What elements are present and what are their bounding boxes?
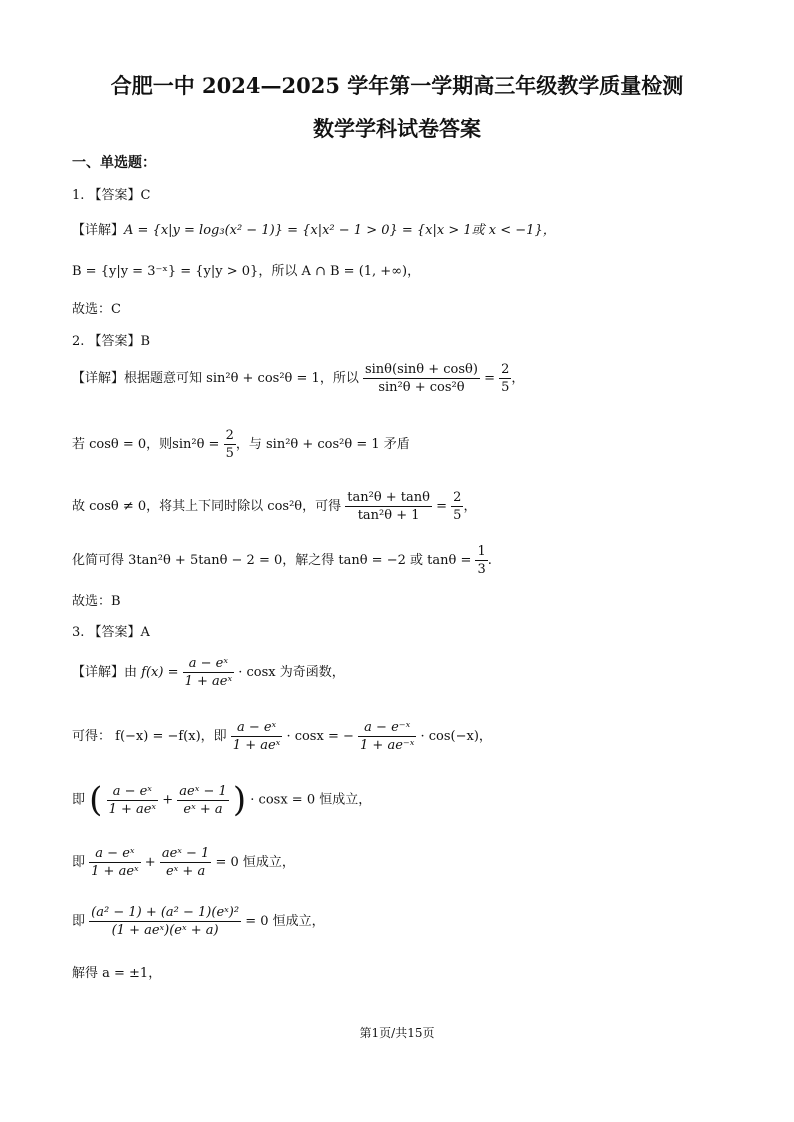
q3-s3-tail: = 0 恒成立， [215,855,295,870]
q2-detail-prefix: 【详解】根据题意可知 [72,371,203,386]
q2-value-den: 5 [501,380,510,395]
q1-answer: 1. 【答案】C [72,188,151,203]
q2-tan-fraction [345,490,432,523]
q3-s2b-frac [177,784,229,817]
q2-case-mid: sin²θ = [172,437,220,452]
q2-choice: 故选：B [72,594,121,609]
q3-s3a-num: a − eˣ [89,846,141,863]
q2-tan-value-num: 2 [453,490,462,505]
q2-tail2: ， [463,499,477,514]
q3-s4-num: (a² − 1) + (a² − 1)(eˣ)² [91,905,240,920]
q1-detail-label: 【详解】 [72,223,125,238]
q2-case-num: 2 [225,428,234,443]
q3-f-den: 1 + aeˣ [184,674,233,689]
q1-detail-line1 [72,219,556,238]
q2-tan-value [451,490,463,523]
q3-step3-prefix: 即 [72,855,86,870]
q3-step4 [72,905,325,938]
q2-case-prefix: 若 cosθ = 0，则 [72,437,173,452]
q2-so: ，所以 [319,371,359,386]
q3-s1-frac [231,720,283,753]
q3-s4-tail: = 0 恒成立， [245,914,325,929]
q2-case-line [72,428,410,461]
q2-answer: 2. 【答案】B [72,334,151,349]
q2-period: . [487,553,492,568]
q3-s1-num: a − eˣ [231,720,283,737]
q2-simplify-prefix: 化简可得 3tan²θ + 5tanθ − 2 = 0，解之得 tanθ = −2 或 tanθ = [72,553,472,568]
q3-s1b-num: a − e⁻ˣ [358,720,416,737]
q1-set-a: A = {x|y = log₃(x² − 1)} = {x|x² − 1 > 0} = {x|x > 1或 x < −1}， [124,223,556,238]
q3-result: 解得 a = ±1， [72,966,162,981]
q1-choice: 故选：C [72,302,121,317]
q3-step2 [72,780,371,820]
q3-s1b-frac [358,720,416,753]
q3-s3b-den: eˣ + a [165,864,206,879]
q2-simplify-line [72,544,492,577]
q3-s4-den: (1 + aeˣ)(eˣ + a) [111,923,219,938]
q3-s2-rparen: ) [232,780,247,820]
q3-detail-line [72,656,345,689]
page-title: 合肥一中 2024—2025 学年第一学期高三年级教学质量检测 [110,73,684,98]
q3-s3-plus: + [144,855,156,870]
q3-answer: 3. 【答案】A [72,625,150,640]
q3-s2b-num: aeˣ − 1 [179,783,227,799]
q3-s2a-frac [107,784,159,817]
q3-s2b-den: eˣ + a [183,801,223,817]
q2-third-den: 3 [477,562,486,577]
q3-f-fraction [183,656,235,689]
q2-eq2: = [436,499,448,514]
q3-s1-mid: · cosx = − [286,729,354,744]
q2-detail-line1 [72,362,524,395]
q3-s1-tail: · cos(−x)， [420,729,492,744]
q3-s1b-den: 1 + ae⁻ˣ [360,738,415,753]
q2-fraction [363,362,480,395]
q2-fraction-num: sinθ(sinθ + cosθ) [364,362,478,377]
q3-f-tail: · cosx 为奇函数， [238,665,345,680]
q3-step2-prefix: 即 [72,792,86,808]
q2-divide-line [72,490,476,523]
q2-tan-num: tan²θ + tanθ [347,490,430,505]
q2-value-num: 2 [501,362,510,377]
q2-case-tail: ，与 sin²θ + cos²θ = 1 矛盾 [235,437,410,452]
q3-step1-prefix: 可得： f(−x) = −f(x)，即 [72,729,227,744]
q3-f-num: a − eˣ [183,656,235,673]
q3-s2a-num: a − eˣ [107,784,159,801]
q2-tail: ， [511,371,525,386]
q2-value [499,362,511,395]
q3-s4-frac [89,905,241,938]
q1-detail-line2: B = {y|y = 3⁻ˣ} = {y|y > 0}，所以 A ∩ B = (1, +∞)， [72,264,421,279]
q3-s1-den: 1 + aeˣ [232,738,281,753]
q2-eq: = [484,371,495,386]
page-subtitle: 数学学科试卷答案 [313,116,481,141]
q3-detail-prefix: 【详解】由 [72,665,138,680]
q2-third [475,544,487,577]
q2-case-den: 5 [225,446,234,461]
q3-s2-plus: + [162,792,174,808]
q3-s3a-den: 1 + aeˣ [91,864,139,879]
q3-fx: f(x) = [141,665,179,680]
q3-s2-tail: · cosx = 0 恒成立， [250,792,372,808]
q2-fraction-den: sin²θ + cos²θ [378,380,465,395]
q2-tan-value-den: 5 [453,508,462,523]
q3-s3b-num: aeˣ − 1 [161,846,210,861]
q3-s3b-frac [160,846,212,879]
q2-tan-den: tan²θ + 1 [357,508,420,523]
q3-s2-lparen: ( [89,780,103,820]
q3-s3a-frac [89,846,141,879]
section-heading: 一、单选题： [72,155,156,171]
q2-divide-prefix: 故 cosθ ≠ 0，将其上下同时除以 cos²θ，可得 [72,499,342,514]
q3-step3 [72,846,295,879]
page-footer: 第1页/共15页 [359,1026,435,1040]
q2-third-num: 1 [477,544,486,559]
q2-case-frac [224,428,236,461]
q3-step1 [72,720,492,753]
q2-identity: sin²θ + cos²θ = 1 [206,371,320,386]
q3-s2a-den: 1 + aeˣ [108,801,157,817]
q3-step4-prefix: 即 [72,914,86,929]
